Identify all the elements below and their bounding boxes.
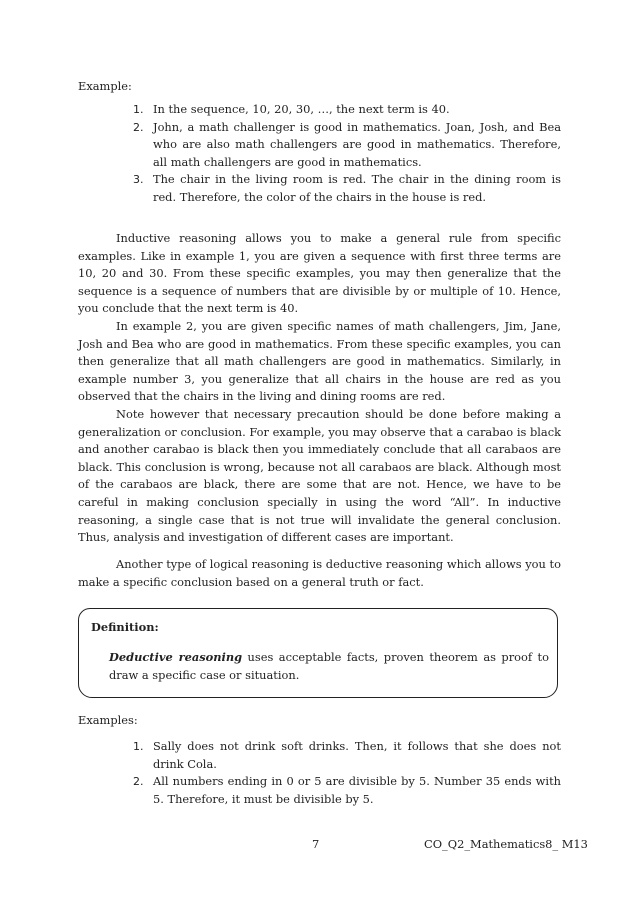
list-number: 1. xyxy=(133,103,144,116)
list-number: 1. xyxy=(133,740,144,753)
definition-term: Deductive reasoning xyxy=(109,650,243,664)
definition-title: Definition: xyxy=(91,620,159,634)
module-code: CO_Q2_Mathematics8_ M13 xyxy=(424,837,588,851)
examples-label: Examples: xyxy=(78,713,138,727)
list-item xyxy=(133,119,561,172)
paragraph-deductive-intro: Another type of logical reasoning is deductive reasoning which allows you to make a specific conclusion based on a general truth or fact. xyxy=(78,557,561,589)
example-list xyxy=(133,101,561,207)
list-text: Sally does not drink soft drinks. Then, it follows that she does not drink Cola. xyxy=(153,739,561,771)
examples-list xyxy=(133,738,561,808)
list-number: 2. xyxy=(133,775,144,789)
list-number: 3. xyxy=(133,173,144,187)
list-item xyxy=(133,171,561,206)
paragraph-precaution: Note however that necessary precaution should be done before making a generalization or conclusion. For example, you may observe that a carabao is black and another carabao is black then you immediately conclude that all carabaos are black. This conclusion is wrong, because not all carabaos are black. Although most of the carabaos are black, there are some that are not. Hence, we have to be careful in making conclusion specially in using the word “All”. In inductive reasoning, a single case that is not true will invalidate the general conclusion. Thus, analysis and investigation of different cases are important. xyxy=(78,407,561,545)
list-text: The chair in the living room is red. The chair in the dining room is red. Therefore, the color of the chairs in the house is red. xyxy=(153,172,561,204)
definition-text xyxy=(109,649,549,684)
list-text: John, a math challenger is good in mathematics. Joan, Josh, and Bea who are also math challengers are good in mathematics. Therefore, all math challengers are good in mathematics. xyxy=(153,119,561,169)
paragraph-example-2: In example 2, you are given specific names of math challengers, Jim, Jane, Josh and Bea who are good in mathematics. From these specific examples, you can then generalize that all math challengers are good in mathematics. Similarly, in example number 3, you generalize that all chairs in the house are red as you observed that the chairs in the living and dining rooms are red. xyxy=(78,319,561,404)
page-number: 7 xyxy=(312,837,320,851)
list-number: 2. xyxy=(133,120,144,134)
definition-body: uses acceptable facts, proven theorem as proof to draw a specific case or situation. xyxy=(109,650,549,682)
definition-box xyxy=(78,608,558,698)
list-item xyxy=(133,773,561,808)
paragraph-inductive-intro: Inductive reasoning allows you to make a general rule from specific examples. Like in example 1, you are given a sequence with first three terms are 10, 20 and 30. From these specific examples, you may then generalize that the sequence is a sequence of numbers that are divisible by or multiple of 10. Hence, you conclude that the next term is 40. xyxy=(78,231,561,316)
list-item xyxy=(133,738,561,773)
list-item xyxy=(133,101,561,119)
example-label: Example: xyxy=(78,79,132,93)
list-text: In the sequence, 10, 20, 30, …, the next term is 40. xyxy=(153,102,450,116)
list-text: All numbers ending in 0 or 5 are divisible by 5. Number 35 ends with 5. Therefore, it must be divisible by 5. xyxy=(153,774,561,806)
